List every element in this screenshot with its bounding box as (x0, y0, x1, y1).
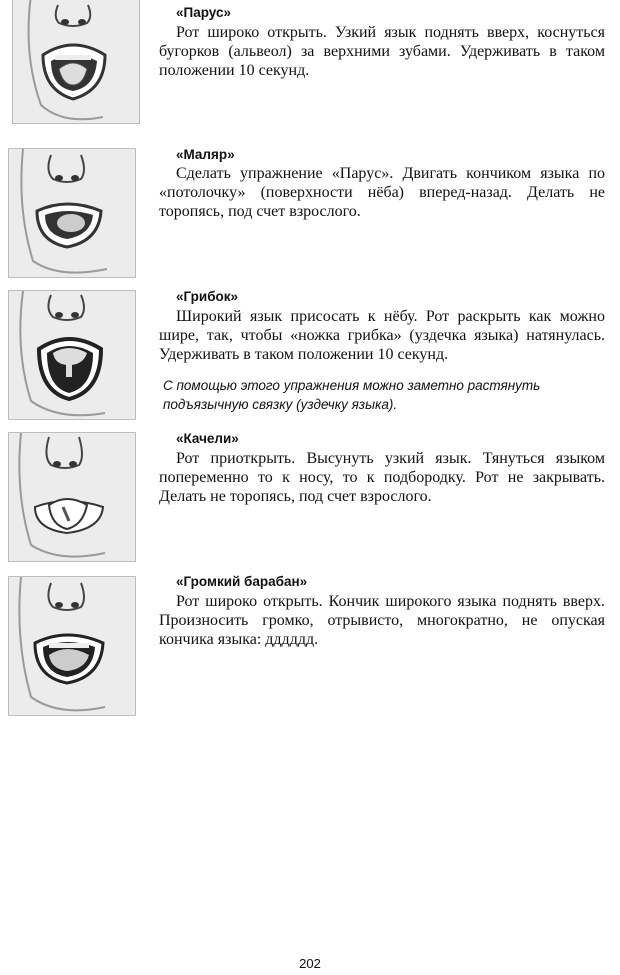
exercise-text: Сделать упражнение «Парус». Двигать кончиком языка по «потолочку» (поверхности нёба) вперед-назад. Делать не торопясь, под счет взрослого. (159, 165, 605, 220)
exercise-title: «Качели» (176, 431, 239, 446)
exercise-title: «Грибок» (176, 289, 239, 304)
exercise-text: Рот широко открыть. Узкий язык поднять вверх, коснуться бугорков (альвеол) за верхними зубами. Удерживать в таком положении 10 секунд. (159, 24, 605, 79)
exercise-text: Широкий язык присосать к нёбу. Рот раскрыть как можно шире, так, чтобы «ножка грибка» (уздечка языка) натянулась. Удерживать в таком положении 10 секунд. (159, 308, 605, 363)
page-number: 202 (299, 956, 321, 971)
mouth-drum-tongue-illustration (8, 576, 136, 716)
exercise-text: Рот приоткрыть. Высунуть узкий язык. Тянуться языком попеременно то к носу, то к подбородку. Рот не закрывать. Делать не торопясь, под счет взрослого. (159, 450, 605, 505)
exercise-text: Рот широко открыть. Кончик широкого языка поднять вверх. Произносить громко, отрывисто, многократно, не опуская кончика языка: дддддд. (159, 593, 605, 648)
mouth-tongue-palate-illustration (8, 148, 136, 278)
exercise-title: «Громкий барабан» (176, 574, 308, 589)
mouth-tongue-out-illustration (8, 432, 136, 562)
mouth-open-tongue-up-illustration (12, 0, 140, 124)
exercise-note: С помощью этого упражнения можно заметно растянуть подъязычную связку (уздечку языка). (163, 378, 541, 412)
exercise-title: «Маляр» (176, 147, 235, 162)
exercise-title: «Парус» (176, 5, 231, 20)
mouth-mushroom-tongue-illustration (8, 290, 136, 420)
